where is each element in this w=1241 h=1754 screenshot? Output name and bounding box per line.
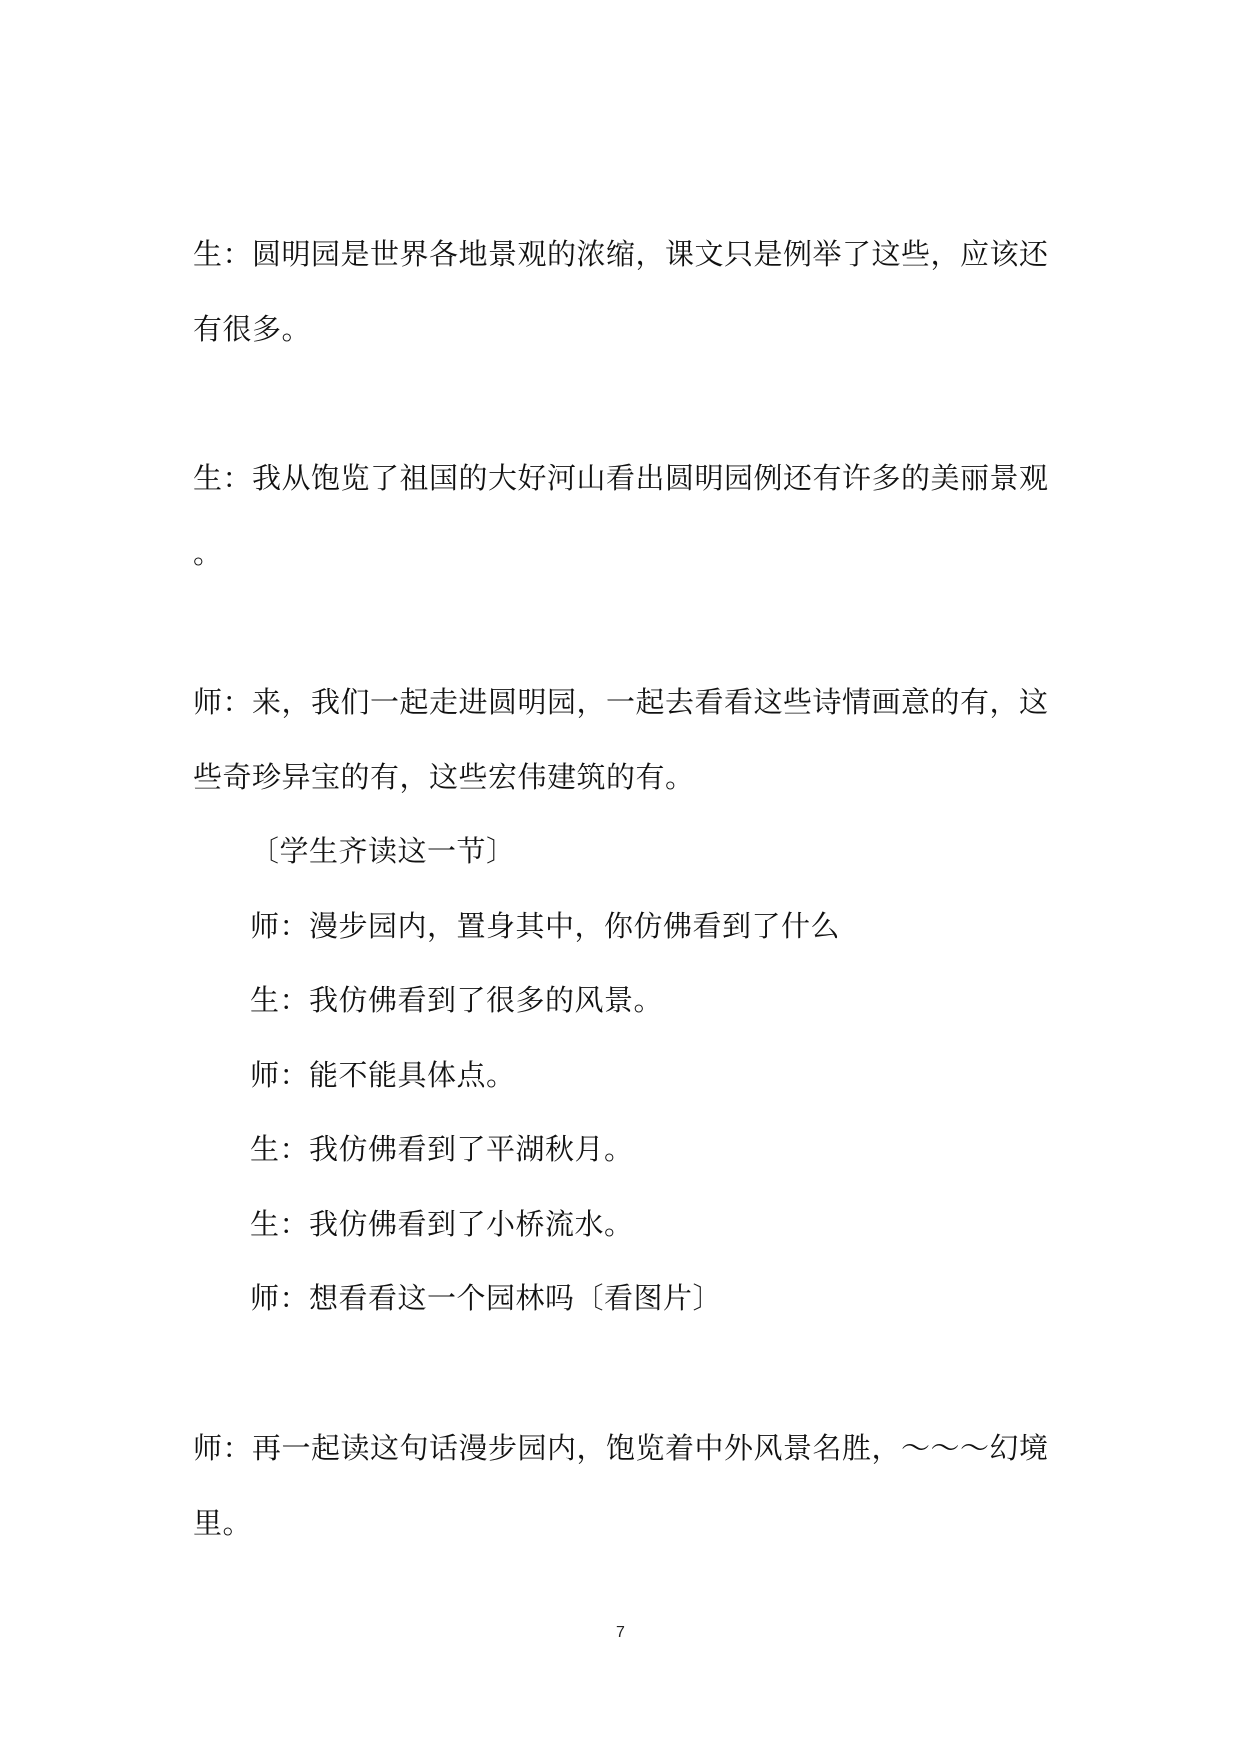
paragraph-line: 生：我从饱览了祖国的大好河山看出圆明园例还有许多的美丽景观 [193, 461, 1049, 495]
paragraph-line: 有很多。 [193, 312, 312, 346]
paragraph-line: 师：再一起读这句话漫步园内，饱览着中外风景名胜，～～～幻境 [193, 1431, 1049, 1465]
paragraph-line: 生：我仿佛看到了很多的风景。 [250, 983, 664, 1017]
paragraph-line: 里。 [193, 1506, 253, 1540]
paragraph-line: 生：我仿佛看到了小桥流水。 [250, 1207, 634, 1241]
paragraph-line: 师：漫步园内，置身其中，你仿佛看到了什么 [250, 909, 841, 943]
paragraph-line: 些奇珍异宝的有，这些宏伟建筑的有。 [193, 760, 695, 794]
paragraph-line: 师：能不能具体点。 [250, 1058, 516, 1092]
paragraph-line: 。 [193, 536, 223, 570]
page-number: 7 [616, 1624, 625, 1641]
paragraph-line: 生：我仿佛看到了平湖秋月。 [250, 1132, 634, 1166]
paragraph-line: 师：想看看这一个园林吗〔看图片〕 [250, 1281, 723, 1315]
paragraph-line: 生：圆明园是世界各地景观的浓缩，课文只是例举了这些，应该还 [193, 237, 1049, 271]
paragraph-line: 〔学生齐读这一节〕 [250, 834, 516, 868]
paragraph-line: 师：来，我们一起走进圆明园，一起去看看这些诗情画意的有，这 [193, 685, 1049, 719]
